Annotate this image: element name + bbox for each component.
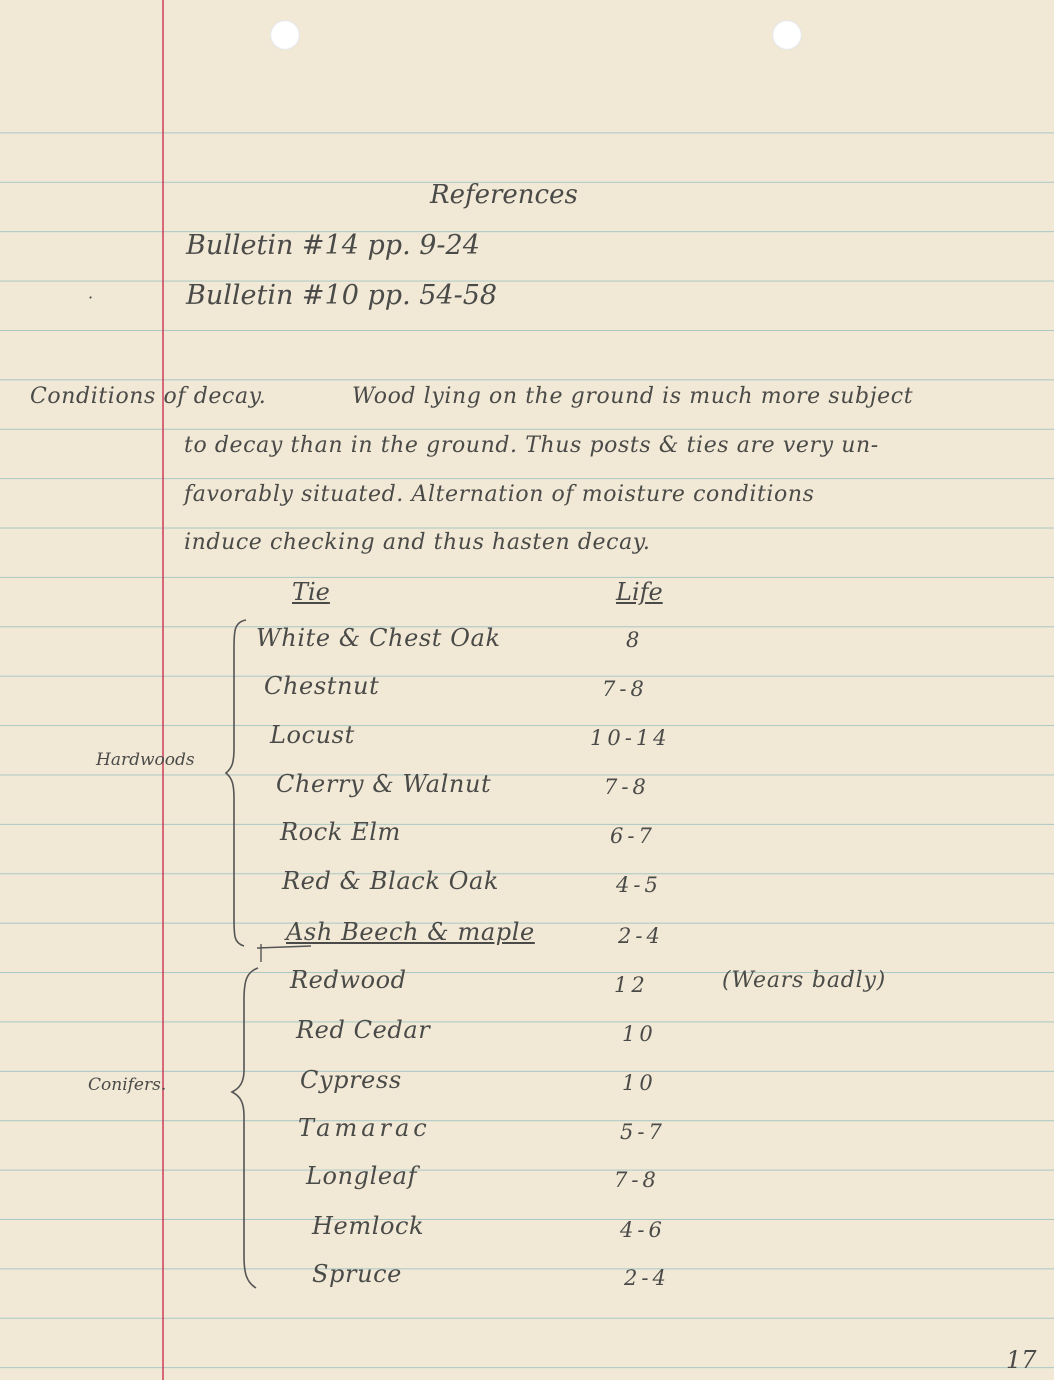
tie-name: Ash Beech & maple (286, 918, 535, 946)
tie-life: 7-8 (614, 1168, 660, 1192)
column-header-tie: Tie (292, 578, 330, 606)
tie-life: 12 (614, 973, 649, 997)
page-top-margin (0, 0, 1054, 86)
group-label-conifers: Conifers. (88, 1075, 167, 1095)
reference-item: Bulletin #14 pp. 9-24 (186, 230, 480, 261)
tie-name: Redwood (290, 966, 407, 994)
tie-name: Spruce (312, 1260, 402, 1288)
tie-life: 8 (626, 628, 644, 652)
tie-name: Cypress (300, 1066, 402, 1094)
paragraph-line: favorably situated. Alternation of moisture conditions (184, 482, 815, 507)
tie-note: (Wears badly) (722, 968, 887, 993)
references-title: References (430, 180, 578, 210)
page-number: 17 (1006, 1346, 1037, 1374)
tie-name: Rock Elm (280, 818, 401, 846)
tie-name: Chestnut (264, 672, 380, 700)
tie-name: Hemlock (312, 1212, 425, 1240)
group-label-hardwoods: Hardwoods (96, 750, 195, 770)
column-header-life: Life (616, 578, 663, 606)
tie-name: Red Cedar (296, 1016, 431, 1044)
paragraph-line: to decay than in the ground. Thus posts & ties are very un- (184, 433, 879, 458)
tie-life: 7-8 (604, 775, 650, 799)
tie-life: 10 (622, 1071, 657, 1095)
paragraph-line: Wood lying on the ground is much more subject (352, 384, 914, 409)
tie-life: 2-4 (618, 924, 664, 948)
tie-life: 4-5 (616, 873, 662, 897)
red-margin-line (162, 0, 164, 1380)
paragraph-heading: Conditions of decay. (30, 384, 267, 409)
tie-name: Tamarac (298, 1114, 431, 1142)
tie-life: 10-14 (590, 726, 671, 750)
tie-name: Longleaf (306, 1162, 418, 1190)
paragraph-line: induce checking and thus hasten decay. (184, 530, 651, 555)
tie-life: 2-4 (624, 1266, 670, 1290)
tie-life: 6-7 (610, 824, 656, 848)
tie-name: Locust (270, 721, 355, 749)
tie-life: 4-6 (620, 1218, 666, 1242)
punch-hole-right (772, 20, 802, 50)
tie-name: Red & Black Oak (282, 867, 500, 895)
tie-name: White & Chest Oak (256, 624, 501, 652)
brace-conifers (228, 966, 262, 1292)
tie-life: 5-7 (620, 1120, 666, 1144)
punch-hole-left (270, 20, 300, 50)
reference-item: Bulletin #10 pp. 54-58 (186, 280, 498, 311)
stray-mark: · (88, 288, 94, 307)
brace-hardwoods (222, 618, 252, 948)
tie-name: Cherry & Walnut (276, 770, 492, 798)
tie-life: 10 (622, 1022, 657, 1046)
tie-life: 7-8 (602, 677, 648, 701)
